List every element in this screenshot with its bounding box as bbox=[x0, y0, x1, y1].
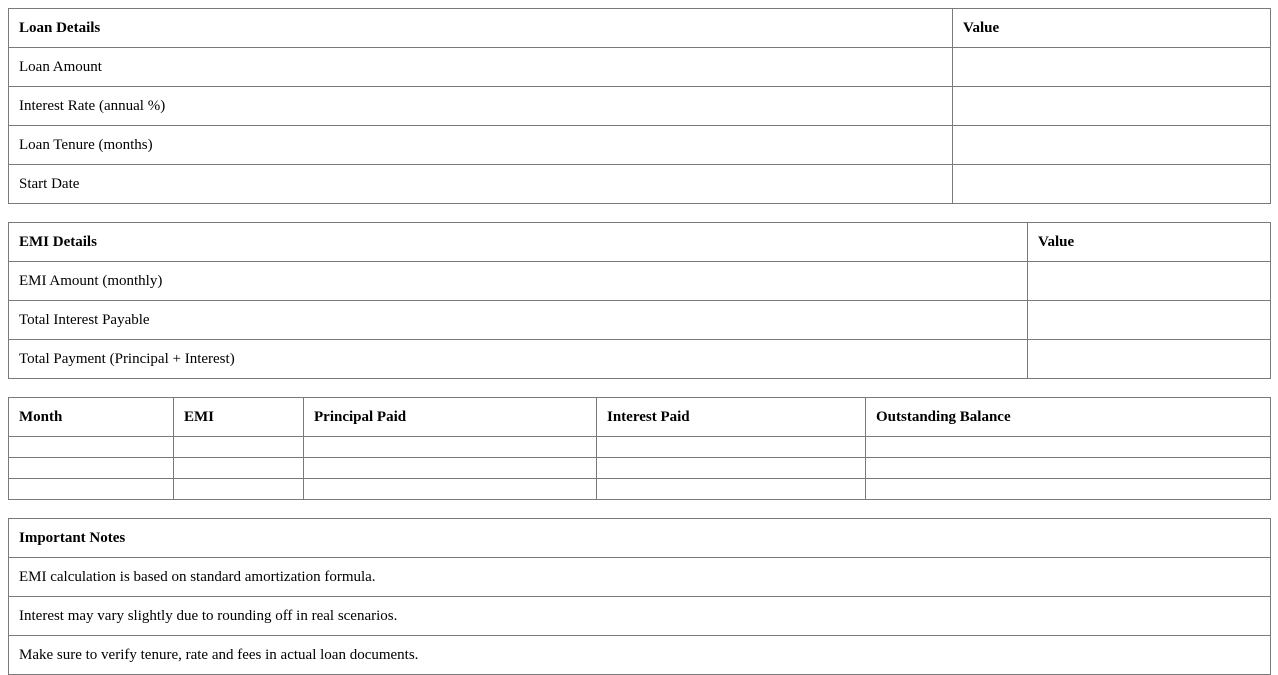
table-cell bbox=[174, 479, 304, 500]
table-cell bbox=[866, 479, 1271, 500]
notes-header: Important Notes bbox=[9, 519, 1271, 558]
emi-details-table bbox=[8, 222, 1271, 379]
note-row bbox=[9, 636, 1271, 675]
loan-row-tenure bbox=[9, 126, 1271, 165]
note-item: EMI calculation is based on standard amortization formula. bbox=[9, 558, 1271, 597]
table-cell bbox=[174, 458, 304, 479]
loan-details-header-row bbox=[9, 9, 1271, 48]
total-interest-value bbox=[1028, 301, 1271, 340]
start-date-label: Start Date bbox=[9, 165, 953, 204]
amortization-schedule-table bbox=[8, 397, 1271, 500]
table-row bbox=[9, 458, 1271, 479]
interest-rate-value bbox=[953, 87, 1271, 126]
loan-details-table bbox=[8, 8, 1271, 204]
loan-amount-value bbox=[953, 48, 1271, 87]
table-row bbox=[9, 437, 1271, 458]
note-item: Interest may vary slightly due to rounding off in real scenarios. bbox=[9, 597, 1271, 636]
total-payment-value bbox=[1028, 340, 1271, 379]
emi-row-total-interest bbox=[9, 301, 1271, 340]
column-header-emi: EMI bbox=[174, 398, 304, 437]
important-notes-table bbox=[8, 518, 1271, 675]
loan-row-interest-rate bbox=[9, 87, 1271, 126]
emi-details-header-row bbox=[9, 223, 1271, 262]
emi-amount-label: EMI Amount (monthly) bbox=[9, 262, 1028, 301]
table-cell bbox=[304, 437, 597, 458]
table-cell bbox=[597, 458, 866, 479]
note-item: Make sure to verify tenure, rate and fees in actual loan documents. bbox=[9, 636, 1271, 675]
total-interest-label: Total Interest Payable bbox=[9, 301, 1028, 340]
start-date-value bbox=[953, 165, 1271, 204]
notes-header-row bbox=[9, 519, 1271, 558]
loan-value-header: Value bbox=[953, 9, 1271, 48]
table-cell bbox=[866, 458, 1271, 479]
loan-row-amount bbox=[9, 48, 1271, 87]
emi-row-amount bbox=[9, 262, 1271, 301]
note-row bbox=[9, 597, 1271, 636]
table-cell bbox=[304, 479, 597, 500]
table-cell bbox=[9, 458, 174, 479]
table-row bbox=[9, 479, 1271, 500]
total-payment-label: Total Payment (Principal + Interest) bbox=[9, 340, 1028, 379]
emi-amount-value bbox=[1028, 262, 1271, 301]
column-header-month: Month bbox=[9, 398, 174, 437]
loan-tenure-value bbox=[953, 126, 1271, 165]
emi-details-header: EMI Details bbox=[9, 223, 1028, 262]
column-header-outstanding-balance: Outstanding Balance bbox=[866, 398, 1271, 437]
table-cell bbox=[866, 437, 1271, 458]
table-cell bbox=[174, 437, 304, 458]
loan-details-header: Loan Details bbox=[9, 9, 953, 48]
table-cell bbox=[597, 437, 866, 458]
emi-value-header: Value bbox=[1028, 223, 1271, 262]
note-row bbox=[9, 558, 1271, 597]
column-header-principal-paid: Principal Paid bbox=[304, 398, 597, 437]
schedule-header-row bbox=[9, 398, 1271, 437]
table-cell bbox=[9, 437, 174, 458]
loan-tenure-label: Loan Tenure (months) bbox=[9, 126, 953, 165]
column-header-interest-paid: Interest Paid bbox=[597, 398, 866, 437]
interest-rate-label: Interest Rate (annual %) bbox=[9, 87, 953, 126]
emi-row-total-payment bbox=[9, 340, 1271, 379]
loan-row-start-date bbox=[9, 165, 1271, 204]
loan-amount-label: Loan Amount bbox=[9, 48, 953, 87]
table-cell bbox=[9, 479, 174, 500]
table-cell bbox=[597, 479, 866, 500]
table-cell bbox=[304, 458, 597, 479]
